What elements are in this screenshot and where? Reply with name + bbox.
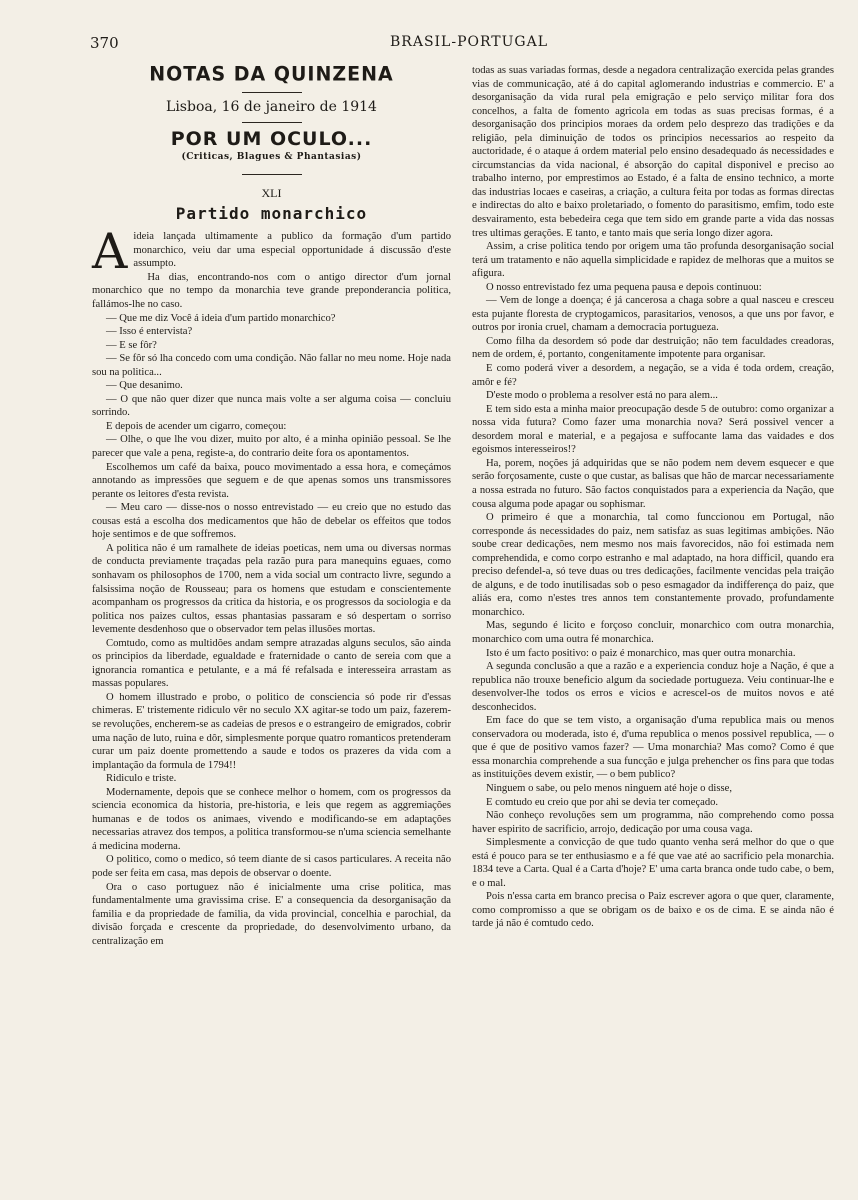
paragraph — [92, 223, 451, 281]
paragraph: D'este modo o problema a resolver está no para alem... — [486, 390, 718, 402]
paragraph: O nosso entrevistado fez uma pequena pausa e depois continuou: — [486, 281, 762, 293]
paragraph: Simplesmente a convicção de que tudo quanto venha será melhor do que o que está é pouco para se ter enthusiasmo e a fé que vae até ao sacrificio pela monarchia. 1834 teve a Carta. Qual é a Carta d'hoje? E' uma carta branca onde tudo cabe, o bem, e o mal. — [472, 837, 834, 889]
paragraph — [92, 881, 451, 949]
paragraph-text: — Meu caro — disse-nos o nosso entrevistado — eu creio que no estudo das cousas está a escolha dos medicamentos que hão de debelar os effeitos que todos hoje sentimos e de que soffremos. — [92, 502, 451, 541]
running-head — [90, 34, 828, 54]
paragraph — [92, 379, 451, 393]
paragraph — [92, 433, 451, 460]
paragraph-text: Modernamente, depois que se conhece melhor o homem, com os progressos da sciencia economica da historia, pre-historia, e leis que regem as aggremiações humanas e de todos os animaes, vivendo e modificando-se em adaptações necessarias atravez dos tempos, a politica transformou-se n'uma sciencia semelhante á medicina moderna. — [92, 786, 451, 852]
paragraph: todas as suas variadas formas, desde a negadora centralização exercida pelas grandes vias de communicação, até á do capital aglomerando industrias e commercio. E' a desorganisação da vida rural pela emigração e pelo serviço militar fora dos concelhos, a falta de fomento agricola em todas as suas precisas formas, é a desorganisação dos principios moraes da ordem pelo desprezo das tradições e da religião, pela diminuição de todos os principios necessarios ao respeito da auctoridade, é o ataque á ordem material pelo ensino desadequado ás necessidades e circumstancias da vida nacional, é absorção do capital disponivel e preciso ao trabalho interno, por emprestimos ao Estado, é a falta de ensino technico, a morte das industrias locaes e caseiras, a criação, a cultura feita por todas as formas directas e indirectas do alto e baixo proletariado, o fomento do parasitismo, emfim, todo este desvairamento, esta bebedeira cega que tem sido em grande parte a vida das nossas tres ultimas gerações. E tanto, e tanto mais que seria longo dizer agora. — [472, 65, 834, 239]
paragraph — [92, 637, 451, 691]
paragraph — [92, 352, 451, 379]
paragraph: E tem sido esta a minha maior preocupação desde 5 de outubro: como organizar a nossa vida futura? Como fazer uma monarchia nova? Será possivel vencer a desordem moral e material, e a pegajosa e suffocante lama das vaidades e dos egoismos interesseiros!? — [472, 403, 834, 456]
paragraph — [92, 325, 451, 339]
paragraph-text: A politica não é um ramalhete de ideias poeticas, nem uma ou diversas normas de conducta previamente traçadas pela razão pura para manequins eguaes, como sonhavam os philosophos de 1700, nem a vida social um contracto livre, segundo a falsissima noção de Rousseau; para os homens que estudam e conscientemente acompanham os progressos da critica da historia, e os progressos da sociologia e da politica nos paizes cultos, essas phantasias passaram e só despertam o sorriso levemente desdenhoso que o observador tem pelas illusões mortas. — [92, 542, 451, 636]
paragraph: Mas, segundo é licito e forçoso concluir, monarchico com outra monarchia, monarchico com uma outra fé monarchica. — [472, 620, 834, 645]
paragraph — [92, 501, 451, 542]
paragraph — [92, 271, 451, 312]
article-heading: Partido monarchico — [175, 203, 368, 223]
paragraph — [92, 393, 451, 420]
paragraph — [92, 853, 451, 880]
divider — [242, 92, 302, 93]
journal-title: BRASIL-PORTUGAL — [390, 34, 549, 50]
divider — [242, 122, 302, 123]
drop-cap: A — [92, 223, 128, 281]
section-title: NOTAS DA QUINZENA — [149, 62, 394, 86]
paragraph: O primeiro é que a monarchia, tal como funccionou em Portugal, não corresponde ás necessidades do paiz, nem satisfaz as suas legitimas ambições. Não soube crear dedicações, nem mesmo nos mais favorecidos, não foi estimada nem comprehendida, e como corpo estranho e mal adaptado, na hora difficil, quando era preciso defendel-a, só teve duas ou tres dedicações, facilmente vencidas pela traição de alguns, e de todo inutilisadas sob o peso esmagador da indifferença do paiz, que aliás era, como n'estes tres annos tem constantemente provado, profundamente monarchico. — [472, 512, 834, 618]
paragraph — [92, 420, 451, 434]
paragraph: E como poderá viver a desordem, a negação, se a vida é toda ordem, creação, amôr e fé? — [472, 363, 834, 388]
paragraph-text: Escolhemos um café da baixa, pouco movimentado a essa hora, e começámos annotando as impressões que seguem e de que apenas somos uns transmissores perante os leitores d'esta revista. — [92, 461, 451, 500]
paragraph-text: — E se fôr? — [106, 339, 157, 351]
paragraph-text: Ridiculo e triste. — [106, 773, 177, 785]
paragraph-text: Ha dias, encontrando-nos com o antigo director d'um jornal monarchico que no tempo da monarchia teve grande preponderancia politica, fallámos-lhe no caso. — [92, 271, 451, 311]
paragraph — [92, 312, 451, 326]
paragraph — [92, 542, 451, 637]
left-column — [92, 64, 451, 948]
right-column — [472, 64, 834, 931]
left-body — [92, 223, 451, 948]
paragraph — [92, 772, 451, 786]
paragraph: Ninguem o sabe, ou pelo menos ninguem até hoje o disse, — [486, 782, 732, 794]
paragraph: — Vem de longe a doença; é já cancerosa a chaga sobre a qual nasceu e cresceu esta pujante floresta de cryptogamicos, parasitarios, venosos, a que uns por favor, e outros por ironia cruel, chamam a democracia portugueza. — [472, 295, 834, 334]
paragraph: A segunda conclusão a que a razão e a experiencia conduz hoje a Nação, é que a republica não trouxe beneficio algum da sociedade portugueza. Veiu continuar-lhe e desenvolver-lhe todos os erros e vicios e acrescel-os de muitos novos e até desconhecidos. — [472, 661, 834, 713]
paragraph-text: E depois de acender um cigarro, começou: — [106, 420, 287, 432]
paragraph — [92, 461, 451, 502]
paragraph-text: — Que me diz Você á ideia d'um partido monarchico? — [106, 312, 336, 324]
paragraph-text: — O que não quer dizer que nunca mais volte a ser alguma coisa — concluiu sorrindo. — [92, 393, 451, 419]
installment-number: XLI — [261, 186, 282, 201]
paragraph-text: ideia lançada ultimamente a publico da formação d'um partido monarchico, veiu dar uma especial opportunidade á discussão d'este assumpto. — [133, 231, 451, 270]
paragraph-text: O politico, como o medico, só teem diante de si casos particulares. A receita não pode ser feita em casa, mas depois de observar o doente. — [92, 854, 451, 879]
paragraph — [92, 691, 451, 772]
right-body — [472, 64, 834, 931]
paragraph: E comtudo eu creio que por ahi se devia ter começado. — [486, 796, 719, 808]
divider — [242, 174, 302, 175]
paragraph-text: — Que desanimo. — [106, 380, 183, 392]
dateline: Lisboa, 16 de janeiro de 1914 — [166, 98, 377, 115]
subsubtitle: (Criticas, Blagues & Phantasias) — [181, 151, 362, 162]
paragraph: Não conheço revoluções sem um programma, não comprehendo como possa haver espirito de sacrificio, arrojo, dedicação por uma cousa vaga. — [472, 810, 834, 835]
paragraph — [92, 339, 451, 353]
paragraph-text: — Isso é entervista? — [106, 326, 193, 338]
paragraph-text: — Olhe, o que lhe vou dizer, muito por alto, é a minha opinião pessoal. Se lhe parecer que vale a pena, registe-a, do contrario deite fora os apontamentos. — [92, 434, 451, 460]
subtitle: POR UM OCULO... — [170, 128, 373, 151]
paragraph-text: — Se fôr só lha concedo com uma condição. Não fallar no meu nome. Hoje nada sou na politica... — [92, 353, 451, 378]
paragraph: Ha, porem, noções já adquiridas que se não podem nem devem esquecer e que serão forçosamente, custe o que custar, as balisas que hão de marcar necessariamente a nossa estrada no futuro. São factos conquistados para a experiencia da Nação, que cousa alguma pode apagar ou sophismar. — [472, 457, 834, 510]
paragraph: Em face do que se tem visto, a organisação d'uma republica mais ou menos conservadora ou moderada, isto é, d'uma republica o menos possivel republica, — o que é que de positivo vamos fazer? — Uma monarchia? Mas como? Como é que essa monarchia comprehende a sua funcção e julga prehencher os fins para que todas as instituições devem existir, — o bem publico? — [472, 715, 834, 781]
page-number: 370 — [90, 34, 119, 52]
paragraph-text: O homem illustrado e probo, o politico de consciencia só pode rir d'essas chimeras. E' tristemente ridiculo vêr no seculo XX agitar-se todo um paiz, fazerem-se revoluções, encherem-se as cadeias de presos e o estrangeiro de emigrados, cobrir uma nação de luto, ruina e dôr, simplesmente porque quatro romanticos pretenderam curar um paiz doente promettendo a saude e todos os prazeres da vida com a implantação da formula de 1794!! — [92, 691, 451, 771]
paragraph: Assim, a crise politica tendo por origem uma tão profunda desorganisação social terá um tratamento e não aquella simplicidade e rapidez de melhoras que a muitos se afigura. — [472, 241, 834, 280]
paragraph: Como filha da desordem só pode dar destruição; não tem faculdades creadoras, nem de ordem, é, portanto, congenitamente impotente para organisar. — [472, 335, 834, 361]
paragraph-text: Comtudo, como as multidões andam sempre atrazadas alguns seculos, são ainda os principios da liberdade, egualdade e fraternidade o canto de sereia com que a ignorancia romantica e petulante, e a má fé refalsada e interesseira arrastam as massas populares. — [92, 637, 451, 690]
paragraph-text: Ora o caso portuguez não é inicialmente uma crise politica, mas fundamentalmente uma gravissima crise. E' a consequencia da desorganisação da familia e da propriedade de familia, da vida provincial, concelhia e parochial, da divisão forçada e crescente da propriedade, do desenvolvimento urbano, da centralização em — [92, 881, 451, 947]
paragraph: Pois n'essa carta em branco precisa o Paiz escrever agora o que quer, claramente, como compromisso a que se obrigam os de baixo e os de cima. E se ainda não é tarde já não é comtudo cedo. — [472, 891, 834, 930]
paragraph: Isto é um facto positivo: o paiz é monarchico, mas quer outra monarchia. — [486, 647, 796, 659]
paragraph — [92, 786, 451, 854]
